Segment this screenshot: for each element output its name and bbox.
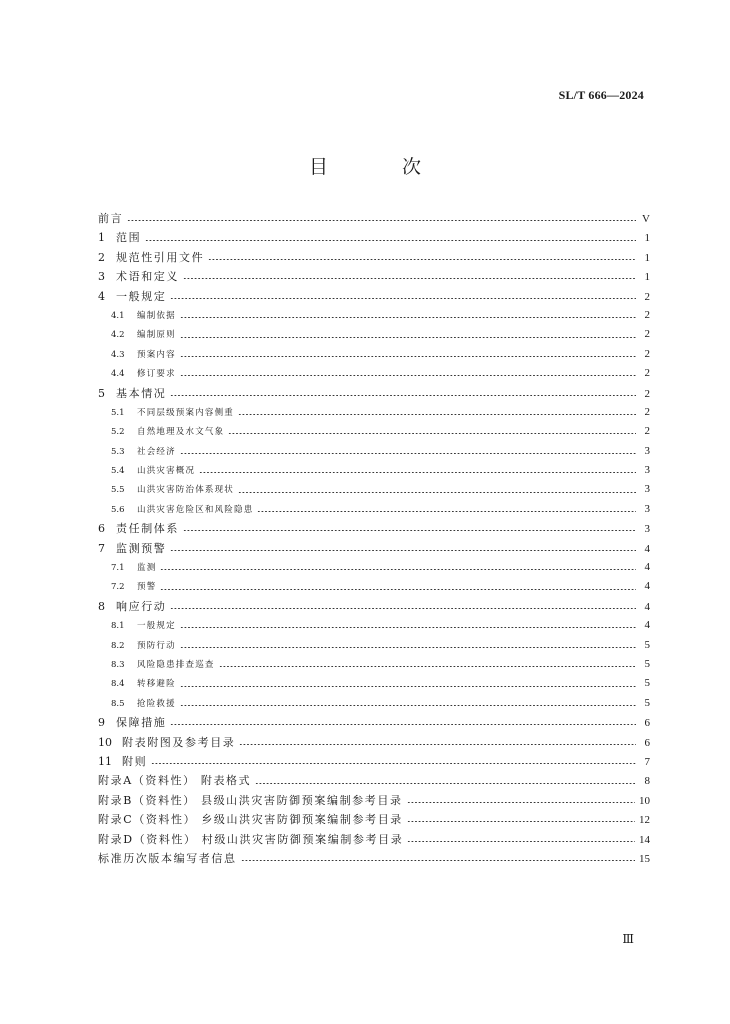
toc-entry-label: 范围 <box>116 231 142 245</box>
toc-entry-page: 1 <box>644 271 650 284</box>
toc-entry-page: 3 <box>644 464 650 477</box>
toc-entry-label: 术语和定义 <box>116 270 179 284</box>
toc-entry-label: 预案内容 <box>137 349 176 360</box>
dot-leader <box>170 724 636 725</box>
toc-entry-page: 4 <box>644 542 650 555</box>
toc-entry-number: 7 <box>98 541 105 555</box>
toc-entry[interactable] <box>98 810 650 829</box>
dot-leader <box>170 550 636 551</box>
toc-entry[interactable] <box>98 500 650 519</box>
toc-entry[interactable] <box>98 674 650 693</box>
toc-entry-page: 5 <box>644 677 650 690</box>
toc-entry-label: 社会经济 <box>137 446 176 457</box>
toc-entry-page: 15 <box>639 852 650 865</box>
dot-leader <box>255 783 636 784</box>
dot-leader <box>180 627 636 628</box>
dot-leader <box>151 763 636 764</box>
toc-entry[interactable] <box>98 616 650 635</box>
toc-entry-number: 4 <box>98 289 105 303</box>
toc-entry-label: 一般规定 <box>137 621 176 632</box>
toc-entry-number: 2 <box>98 250 105 264</box>
toc-entry-page: 2 <box>644 405 650 418</box>
toc-entry[interactable] <box>98 558 650 577</box>
toc-entry-page: 8 <box>644 775 650 788</box>
toc-entry-number: 4.4 <box>111 369 125 380</box>
toc-entry-page: 5 <box>644 638 650 651</box>
toc-entry-number: 11 <box>98 754 112 768</box>
toc-entry[interactable] <box>98 442 650 461</box>
toc-entry-page: 3 <box>644 502 650 515</box>
dot-leader <box>170 298 636 299</box>
toc-entry-number: 8 <box>98 599 105 613</box>
toc-entry-label: 附录A（资料性） 附表格式 <box>98 774 252 788</box>
toc-entry[interactable] <box>98 830 650 849</box>
toc-entry[interactable] <box>98 713 650 732</box>
dot-leader <box>180 647 636 648</box>
toc-entry[interactable] <box>98 694 650 713</box>
dot-leader <box>407 841 635 842</box>
toc-entry[interactable] <box>98 248 650 267</box>
toc-entry-label: 标准历次版本编写者信息 <box>98 851 237 865</box>
toc-entry-label: 附录D（资料性） 村级山洪灾害防御预案编制参考目录 <box>98 832 404 846</box>
toc-entry-page: 14 <box>639 833 650 846</box>
toc-entry-page: 10 <box>639 794 650 807</box>
dot-leader <box>219 666 636 667</box>
page-number: Ⅲ <box>622 932 634 946</box>
toc-entry-label: 山洪灾害防治体系现状 <box>137 485 235 496</box>
toc-entry-label: 附录B（资料性） 县级山洪灾害防御预案编制参考目录 <box>98 793 403 807</box>
dot-leader <box>228 433 636 434</box>
toc-entry-number: 3 <box>98 270 105 284</box>
toc-entry-number: 6 <box>98 522 105 536</box>
toc-entry-label: 响应行动 <box>116 599 167 613</box>
toc-entry[interactable] <box>98 422 650 441</box>
toc-entry[interactable] <box>98 384 650 403</box>
table-of-contents <box>98 209 650 868</box>
dot-leader <box>145 240 636 241</box>
toc-entry-page: 5 <box>644 696 650 709</box>
toc-entry-number: 5.4 <box>111 466 125 477</box>
toc-entry-label: 编制原则 <box>137 330 176 341</box>
toc-entry-number: 5.2 <box>111 427 125 438</box>
toc-entry-label: 风险隐患排查巡查 <box>137 659 215 670</box>
toc-entry[interactable] <box>98 597 650 616</box>
dot-leader <box>241 860 635 861</box>
toc-entry-label: 附表附图及参考目录 <box>122 735 236 749</box>
toc-entry-page: 2 <box>644 290 650 303</box>
toc-entry-number: 9 <box>98 716 105 730</box>
toc-entry-label: 保障措施 <box>116 716 167 730</box>
toc-entry-page: 2 <box>644 367 650 380</box>
toc-entry[interactable] <box>98 403 650 422</box>
toc-entry-page: 2 <box>644 328 650 341</box>
toc-entry-number: 5.3 <box>111 446 125 457</box>
toc-entry[interactable] <box>98 287 650 306</box>
toc-entry-page: 4 <box>644 580 650 593</box>
toc-entry-label: 修订要求 <box>137 369 176 380</box>
toc-entry[interactable] <box>98 539 650 558</box>
toc-entry-label: 规范性引用文件 <box>116 250 205 264</box>
toc-entry-page: 4 <box>644 561 650 574</box>
dot-leader <box>199 472 636 473</box>
toc-entry[interactable] <box>98 752 650 771</box>
standard-code: SL/T 666—2024 <box>558 88 644 102</box>
dot-leader <box>180 317 636 318</box>
toc-entry[interactable] <box>98 791 650 810</box>
dot-leader <box>407 821 635 822</box>
toc-entry[interactable] <box>98 577 650 596</box>
toc-entry-label: 监测 <box>137 563 157 574</box>
dot-leader <box>160 589 636 590</box>
dot-leader <box>257 511 636 512</box>
dot-leader <box>239 744 636 745</box>
toc-entry-label: 监测预警 <box>116 541 167 555</box>
toc-entry[interactable] <box>98 267 650 286</box>
dot-leader <box>238 492 636 493</box>
toc-entry-page: 4 <box>644 600 650 613</box>
toc-entry-number: 4.3 <box>111 349 125 360</box>
toc-entry-page: 1 <box>644 232 650 245</box>
toc-entry-page: 2 <box>644 425 650 438</box>
toc-entry-page: 2 <box>644 387 650 400</box>
toc-entry-number: 4.2 <box>111 330 125 341</box>
toc-entry-number: 1 <box>98 231 105 245</box>
toc-entry[interactable] <box>98 655 650 674</box>
toc-entry-number: 8.5 <box>111 698 125 709</box>
toc-entry-page: 6 <box>644 717 650 730</box>
toc-entry-label: 编制依据 <box>137 310 176 321</box>
toc-entry-number: 8.1 <box>111 621 125 632</box>
dot-leader <box>180 686 636 687</box>
dot-leader <box>170 608 636 609</box>
toc-entry-label: 前言 <box>98 212 124 225</box>
toc-entry-label: 山洪灾害危险区和风险隐患 <box>137 504 254 515</box>
toc-entry-number: 5.1 <box>111 407 125 418</box>
toc-entry-label: 不同层级预案内容侧重 <box>137 407 235 418</box>
toc-entry[interactable] <box>98 364 650 383</box>
toc-entry-label: 自然地理及水文气象 <box>137 427 225 438</box>
dot-leader <box>127 220 636 221</box>
toc-entry-page: 3 <box>644 444 650 457</box>
toc-entry-number: 8.4 <box>111 679 125 690</box>
toc-entry[interactable] <box>98 209 650 228</box>
toc-entry[interactable] <box>98 325 650 344</box>
toc-entry-page: 12 <box>639 814 650 827</box>
toc-entry[interactable] <box>98 771 650 790</box>
toc-entry-page: 1 <box>644 251 650 264</box>
toc-entry[interactable] <box>98 519 650 538</box>
toc-entry-label: 预防行动 <box>137 640 176 651</box>
dot-leader <box>407 802 635 803</box>
toc-entry[interactable] <box>98 849 650 868</box>
toc-entry-number: 5.6 <box>111 504 125 515</box>
toc-entry-label: 预警 <box>137 582 157 593</box>
toc-entry-page: 7 <box>644 755 650 768</box>
dot-leader <box>160 569 636 570</box>
toc-entry-number: 8.3 <box>111 659 125 670</box>
toc-entry-page: 3 <box>644 523 650 536</box>
toc-entry[interactable] <box>98 461 650 480</box>
toc-entry-number: 5.5 <box>111 485 125 496</box>
toc-entry-page: 2 <box>644 347 650 360</box>
toc-entry-page: 2 <box>644 308 650 321</box>
toc-entry-label: 山洪灾害概况 <box>137 466 196 477</box>
toc-entry[interactable] <box>98 636 650 655</box>
toc-entry-page: 3 <box>644 483 650 496</box>
dot-leader <box>170 395 636 396</box>
toc-entry[interactable] <box>98 306 650 325</box>
toc-entry[interactable] <box>98 228 650 247</box>
toc-entry-number: 10 <box>98 735 112 749</box>
toc-entry-page: V <box>642 213 650 225</box>
toc-entry-label: 转移避险 <box>137 679 176 690</box>
toc-entry[interactable] <box>98 733 650 752</box>
toc-entry-page: 5 <box>644 657 650 670</box>
toc-entry-number: 7.1 <box>111 563 125 574</box>
toc-entry-label: 一般规定 <box>116 289 167 303</box>
toc-entry-label: 责任制体系 <box>116 522 179 536</box>
dot-leader <box>180 375 636 376</box>
toc-entry-label: 基本情况 <box>116 386 167 400</box>
toc-entry[interactable] <box>98 480 650 499</box>
dot-leader <box>180 453 636 454</box>
dot-leader <box>183 278 636 279</box>
toc-entry-number: 5 <box>98 386 105 400</box>
toc-entry-page: 6 <box>644 736 650 749</box>
toc-entry-number: 8.2 <box>111 640 125 651</box>
toc-entry-page: 4 <box>644 619 650 632</box>
dot-leader <box>180 337 636 338</box>
toc-entry-number: 7.2 <box>111 582 125 593</box>
dot-leader <box>183 530 636 531</box>
toc-entry-label: 附则 <box>122 754 148 768</box>
page-title: 目 次 <box>308 156 456 178</box>
toc-entry-label: 抢险救援 <box>137 698 176 709</box>
dot-leader <box>180 356 636 357</box>
toc-entry-number: 4.1 <box>111 310 125 321</box>
dot-leader <box>208 259 636 260</box>
dot-leader <box>238 414 636 415</box>
dot-leader <box>180 705 636 706</box>
toc-entry[interactable] <box>98 345 650 364</box>
toc-entry-label: 附录C（资料性） 乡级山洪灾害防御预案编制参考目录 <box>98 813 403 827</box>
